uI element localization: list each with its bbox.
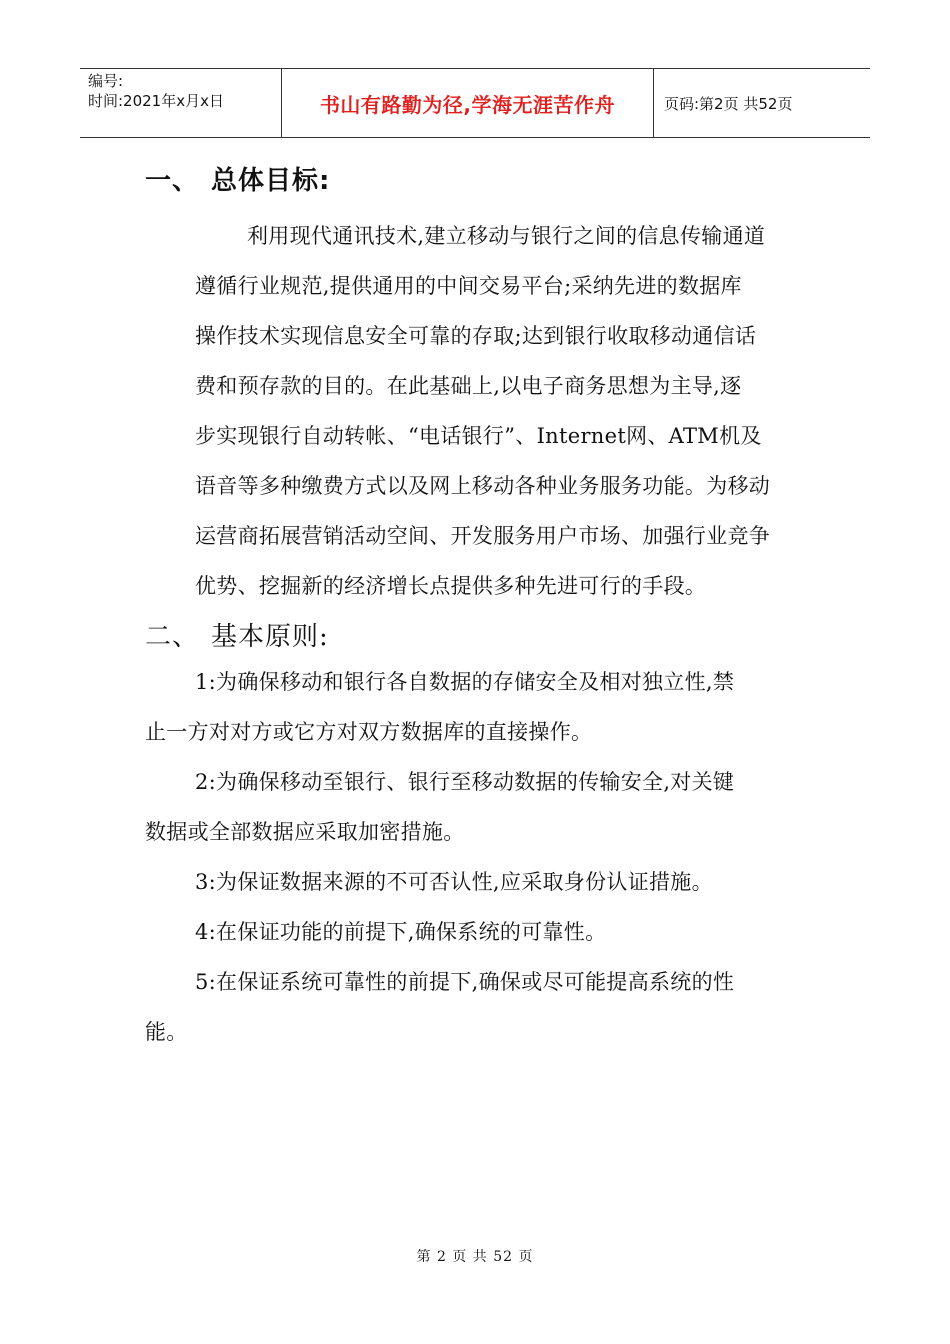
paragraph-line: 语音等多种缴费方式以及网上移动各种业务服务功能。为移动 xyxy=(195,474,771,498)
principle-item: 3:为保证数据来源的不可否认性,应采取身份认证措施。 xyxy=(195,870,713,894)
paragraph-line: 遵循行业规范,提供通用的中间交易平台;采纳先进的数据库 xyxy=(195,274,742,298)
principle-item-continuation: 数据或全部数据应采取加密措施。 xyxy=(145,820,465,844)
section-title: 基本原则: xyxy=(211,622,329,652)
serial-number-label: 编号: xyxy=(88,72,124,90)
paragraph-line: 利用现代通讯技术,建立移动与银行之间的信息传输通道 xyxy=(247,224,766,248)
section-heading-principles xyxy=(145,616,329,653)
principle-item-continuation: 能。 xyxy=(145,1020,188,1044)
paragraph-line: 操作技术实现信息安全可靠的存取;达到银行收取移动通信话 xyxy=(195,324,757,348)
header-motto: 书山有路勤为径,学海无涯苦作舟 xyxy=(282,69,654,137)
principle-item: 1:为确保移动和银行各自数据的存储安全及相对独立性,禁 xyxy=(195,670,735,694)
paragraph-line: 运营商拓展营销活动空间、开发服务用户市场、加强行业竞争 xyxy=(195,524,771,548)
paragraph-line: 步实现银行自动转帐、“电话银行”、Internet网、ATM机及 xyxy=(195,424,762,448)
paragraph-line: 优势、挖掘新的经济增长点提供多种先进可行的手段。 xyxy=(195,574,707,598)
principle-item: 4:在保证功能的前提下,确保系统的可靠性。 xyxy=(195,920,607,944)
principles-list xyxy=(145,657,734,1057)
header-meta xyxy=(80,69,282,137)
header-page-code: 页码:第2页 共52页 xyxy=(664,94,793,113)
date-label: 时间:2021年x月x日 xyxy=(88,92,224,110)
section-title: 总体目标: xyxy=(211,166,331,196)
principle-item: 2:为确保移动至银行、银行至移动数据的传输安全,对关键 xyxy=(195,770,735,794)
section-number: 二、 xyxy=(145,622,200,652)
principle-item-continuation: 止一方对对方或它方对双方数据库的直接操作。 xyxy=(145,720,593,744)
page-footer: 第 2 页 共 52 页 xyxy=(416,1249,534,1265)
goals-paragraph xyxy=(195,211,770,611)
document-header xyxy=(80,68,870,138)
principle-item: 5:在保证系统可靠性的前提下,确保或尽可能提高系统的性 xyxy=(195,970,735,994)
section-number: 一、 xyxy=(145,166,200,196)
paragraph-line: 费和预存款的目的。在此基础上,以电子商务思想为主导,逐 xyxy=(195,374,742,398)
section-heading-goals xyxy=(145,160,330,197)
